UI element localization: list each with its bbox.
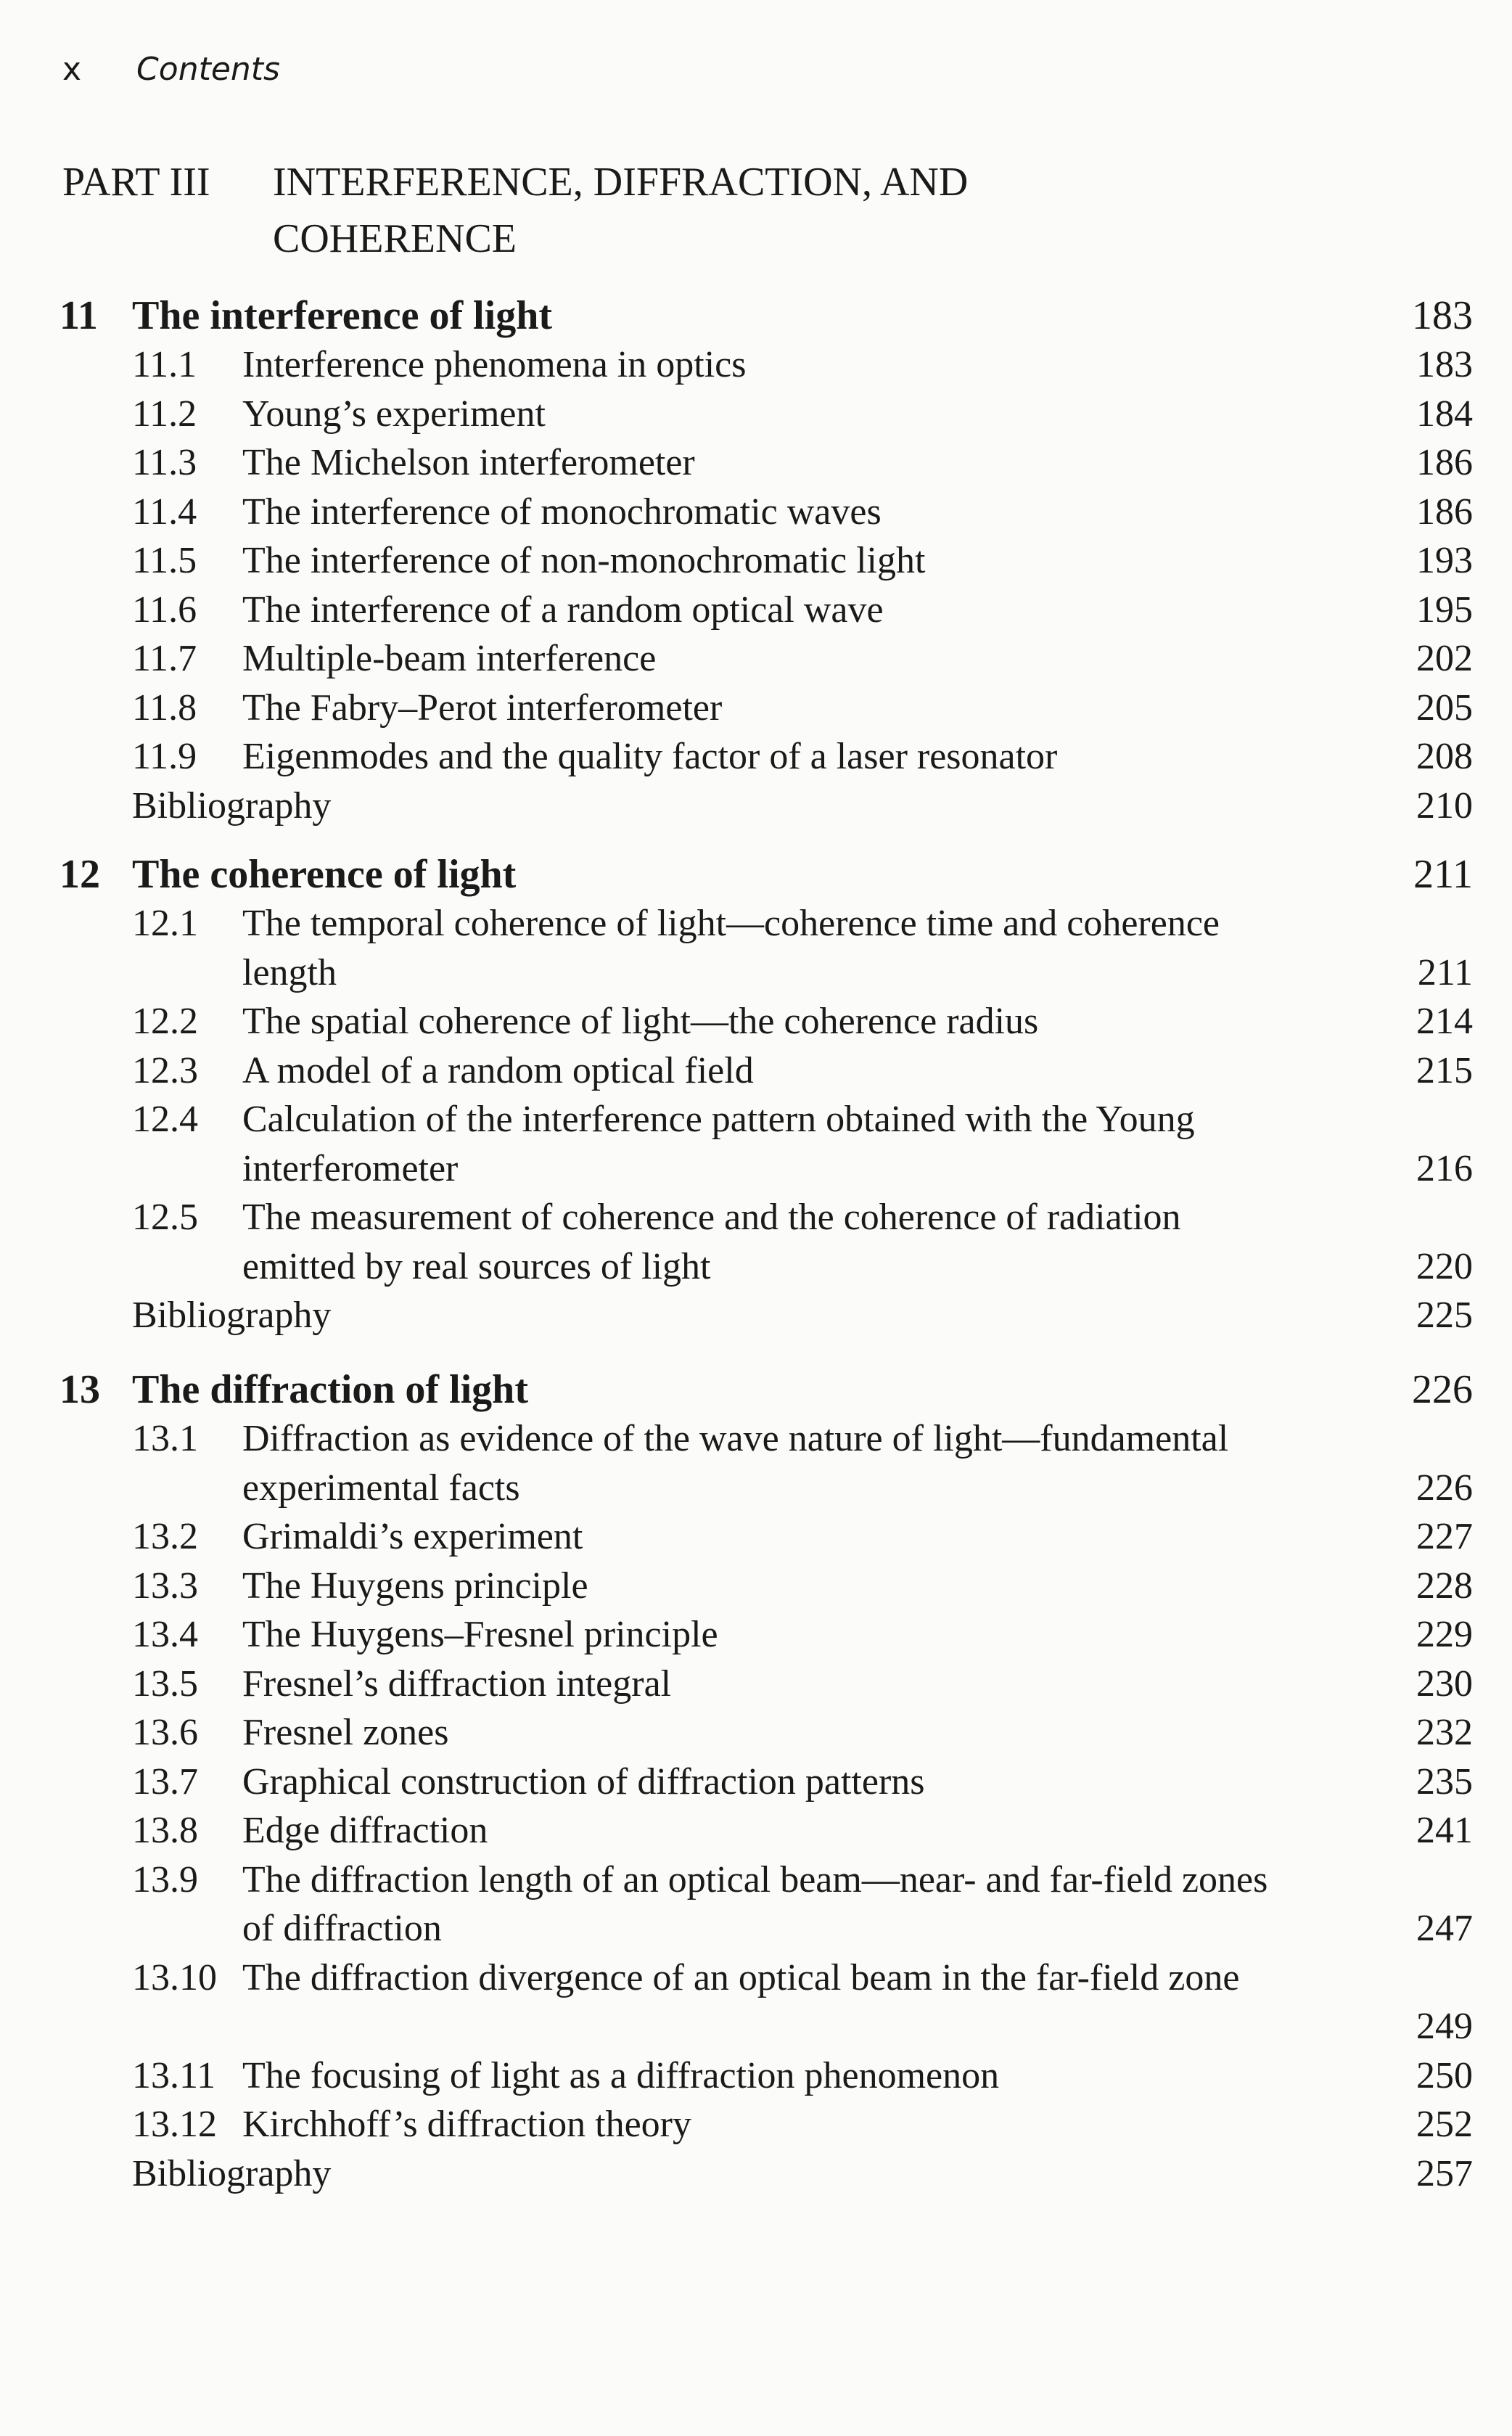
chapter-number: 11 (59, 293, 98, 338)
section-title: The Michelson interferometer (242, 442, 695, 483)
section-page: 230 (1416, 1662, 1473, 1705)
section-number: 11.9 (132, 736, 197, 777)
section-title: The Huygens principle (242, 1564, 588, 1607)
section-title: The measurement of coherence and the coherence of radiation emitted by real sources of light (242, 1197, 1181, 1287)
section-number: 12.2 (132, 1001, 198, 1042)
section-title: Graphical construction of diffraction patterns (242, 1760, 925, 1803)
section-page: 193 (1416, 540, 1473, 581)
section-page: 228 (1416, 1564, 1473, 1607)
section-number: 13.6 (132, 1712, 198, 1753)
section-number: 12.3 (132, 1049, 198, 1091)
toc-section-entry[interactable] (0, 1095, 1512, 1193)
chapter-title: The diffraction of light (132, 1367, 528, 1412)
section-number: 12.5 (132, 1197, 198, 1238)
chapter-title: The coherence of light (132, 852, 517, 897)
section-number: 11.5 (132, 540, 197, 581)
section-number: 13.4 (132, 1614, 198, 1655)
toc-section-entry[interactable] (0, 1660, 1512, 1709)
chapter-number: 12 (59, 852, 100, 897)
section-number: 11.1 (132, 344, 197, 385)
section-number: 13.10 (132, 1956, 217, 1998)
toc-bibliography-entry[interactable] (0, 2149, 1512, 2199)
part-title-line: INTERFERENCE, DIFFRACTION, AND (273, 160, 969, 205)
chapter-page: 226 (1412, 1367, 1473, 1412)
toc-section-entry[interactable] (0, 488, 1512, 537)
section-title: Fresnel’s diffraction integral (242, 1662, 672, 1705)
toc-section-entry[interactable] (0, 1855, 1512, 1953)
section-page: 184 (1416, 393, 1473, 435)
section-number: 11.8 (132, 686, 197, 729)
section-number: 12.4 (132, 1099, 198, 1140)
section-page: 235 (1416, 1760, 1473, 1803)
chapter-title: The interference of light (132, 293, 553, 338)
section-title: The Fabry–Perot interferometer (242, 686, 723, 729)
toc-section-entry[interactable] (0, 390, 1512, 439)
section-title: The interference of non-monochromatic light (242, 540, 926, 581)
bibliography-title: Bibliography (132, 2152, 332, 2194)
section-number: 13.11 (132, 2054, 216, 2096)
section-number: 13.2 (132, 1516, 198, 1557)
running-head (62, 48, 280, 91)
section-title: Edge diffraction (242, 1810, 488, 1851)
section-title: The interference of monochromatic waves (242, 491, 882, 533)
part-title-line: COHERENCE (273, 216, 517, 261)
running-head-title: Contents (136, 51, 280, 88)
toc-section-entry[interactable] (0, 1806, 1512, 1855)
toc-section-entry[interactable] (0, 1562, 1512, 1611)
section-title: Diffraction as evidence of the wave nature of light—fundamental experimental facts (242, 1418, 1229, 1509)
section-number: 13.7 (132, 1760, 198, 1803)
toc-section-entry[interactable] (0, 997, 1512, 1046)
section-title: Calculation of the interference pattern obtained with the Young interferometer (242, 1099, 1195, 1189)
section-number: 13.9 (132, 1858, 198, 1900)
toc-section-entry[interactable] (0, 2051, 1512, 2101)
section-page: 250 (1416, 2054, 1473, 2096)
section-page: 229 (1416, 1614, 1473, 1655)
chapter-number: 13 (59, 1367, 100, 1412)
toc-section-entry[interactable] (0, 438, 1512, 488)
toc-section-entry[interactable] (0, 586, 1512, 635)
section-title: A model of a random optical field (242, 1049, 754, 1091)
part-label: PART III (62, 160, 210, 205)
section-title: Multiple-beam interference (242, 638, 657, 679)
section-page: 232 (1416, 1712, 1473, 1753)
toc-section-entry[interactable] (0, 1758, 1512, 1807)
section-title: Eigenmodes and the quality factor of a laser resonator (242, 736, 1058, 777)
section-number: 13.3 (132, 1564, 198, 1607)
section-title: The diffraction length of an optical beam—near- and far-field zones of diffraction (242, 1858, 1268, 1949)
section-number: 11.7 (132, 638, 197, 679)
toc-bibliography-entry[interactable] (0, 782, 1512, 831)
toc-section-entry[interactable] (0, 1193, 1512, 1291)
section-title: Fresnel zones (242, 1712, 449, 1753)
chapter-page: 183 (1412, 293, 1473, 338)
chapter-heading[interactable] (0, 1365, 1512, 1414)
section-page: 183 (1416, 344, 1473, 385)
chapter-heading[interactable] (0, 291, 1512, 340)
toc-section-entry[interactable] (0, 1708, 1512, 1758)
toc-section-entry[interactable] (0, 1046, 1512, 1096)
chapter-block (0, 850, 1512, 1340)
toc-section-entry[interactable] (0, 340, 1512, 390)
section-page: 226 (1416, 1467, 1473, 1509)
section-page: 241 (1416, 1810, 1473, 1851)
toc-section-entry[interactable] (0, 2100, 1512, 2149)
chapter-block (0, 1365, 1512, 2198)
section-title: The spatial coherence of light—the coherence radius (242, 1001, 1039, 1042)
section-number: 13.5 (132, 1662, 198, 1705)
toc-section-entry[interactable] (0, 536, 1512, 586)
toc-section-entry[interactable] (0, 1610, 1512, 1660)
bibliography-page: 225 (1416, 1295, 1473, 1336)
section-title: Interference phenomena in optics (242, 344, 747, 385)
part-title (273, 154, 1143, 267)
section-page: 252 (1416, 2104, 1473, 2145)
section-page: 195 (1416, 589, 1473, 631)
section-page: 208 (1416, 736, 1473, 777)
toc-section-entry[interactable] (0, 1512, 1512, 1562)
section-title: Grimaldi’s experiment (242, 1516, 583, 1557)
section-number: 13.1 (132, 1418, 198, 1459)
section-title: The diffraction divergence of an optical beam in the far-field zone (242, 1956, 1240, 1998)
bibliography-title: Bibliography (132, 784, 332, 827)
toc-bibliography-entry[interactable] (0, 1291, 1512, 1340)
bibliography-page: 210 (1416, 784, 1473, 827)
section-page: 227 (1416, 1516, 1473, 1557)
section-number: 11.2 (132, 393, 197, 435)
section-page: 214 (1416, 1001, 1473, 1042)
chapter-heading[interactable] (0, 850, 1512, 899)
toc-section-entry[interactable] (0, 634, 1512, 684)
section-number: 11.6 (132, 589, 197, 631)
section-page: 211 (1417, 951, 1473, 993)
toc-section-entry[interactable] (0, 732, 1512, 782)
section-number: 13.12 (132, 2104, 217, 2145)
toc-section-entry[interactable] (0, 1414, 1512, 1512)
section-page: 249 (1416, 2006, 1473, 2047)
toc-section-entry[interactable] (0, 1953, 1512, 2051)
section-title: The interference of a random optical wave (242, 589, 884, 631)
section-title: The temporal coherence of light—coherence time and coherence length (242, 903, 1220, 993)
toc-section-entry[interactable] (0, 899, 1512, 997)
page-folio: x (62, 51, 82, 88)
section-number: 13.8 (132, 1810, 198, 1851)
section-page: 186 (1416, 491, 1473, 533)
section-title: The Huygens–Fresnel principle (242, 1614, 718, 1655)
section-page: 202 (1416, 638, 1473, 679)
section-page: 247 (1416, 1908, 1473, 1949)
section-number: 11.3 (132, 442, 197, 483)
chapter-block (0, 291, 1512, 830)
section-number: 11.4 (132, 491, 197, 533)
section-page: 215 (1416, 1049, 1473, 1091)
section-number: 12.1 (132, 903, 198, 944)
chapter-page: 211 (1413, 852, 1473, 897)
section-page: 205 (1416, 686, 1473, 729)
bibliography-page: 257 (1416, 2152, 1473, 2194)
toc-section-entry[interactable] (0, 684, 1512, 733)
section-page: 216 (1416, 1147, 1473, 1189)
bibliography-title: Bibliography (132, 1295, 332, 1336)
section-page: 220 (1416, 1245, 1473, 1287)
section-title: The focusing of light as a diffraction phenomenon (242, 2054, 1000, 2096)
section-title: Kirchhoff’s diffraction theory (242, 2104, 691, 2145)
section-page: 186 (1416, 442, 1473, 483)
section-title: Young’s experiment (242, 393, 546, 435)
